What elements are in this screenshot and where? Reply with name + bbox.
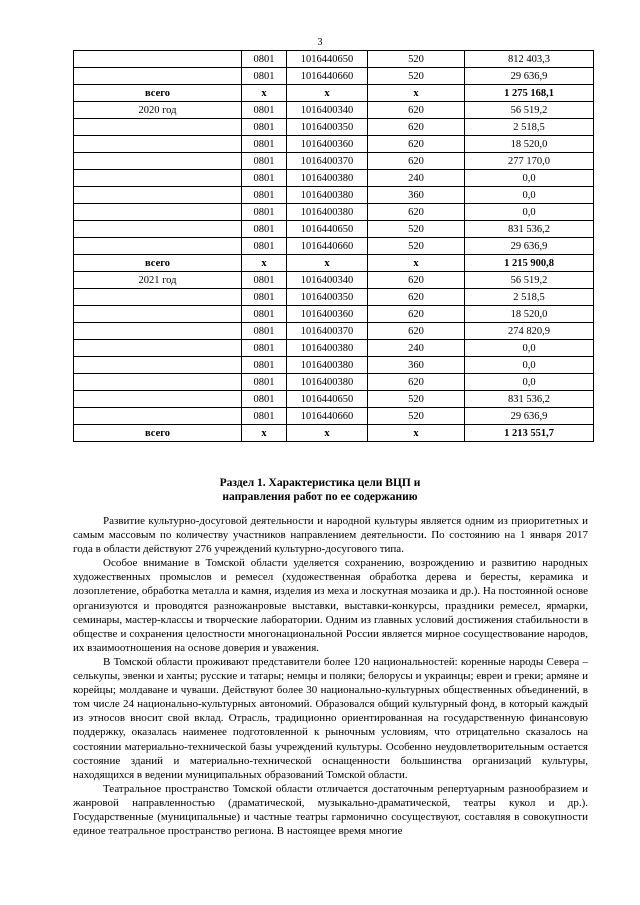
program-code-cell: 1016400370 xyxy=(287,323,368,340)
expense-type-cell: 520 xyxy=(368,51,465,68)
program-code-cell: х xyxy=(287,255,368,272)
year-cell xyxy=(74,306,242,323)
program-code-cell: х xyxy=(287,85,368,102)
table-row xyxy=(74,306,594,323)
paragraph: В Томской области проживают представители более 120 национальностей: коренные народы Севера – селькупы, эвенки и ханты; русские и татары; немцы и поляки; белорусы и украинцы; евреи и греки; армяне и корейцы; молдаване и чуваши. Действуют более 30 национально-культурных общественных объединений, в том числе 24 национально-культурных автономий. Образовался общий культурный фонд, в который каждый из этносов вносит свой вклад. Отрасль, традиционно ориентированная на государственную финансовую поддержку, оказалась наименее подготовленной к рыночным условиям, что отрицательно сказалось на состоянии материально-технической базы учреждений культуры. Особенно неудовлетворительным остается состояние зданий и материально-технической оснащенности большинства организаций культуры, находящихся в ведении муниципальных образований Томской области. xyxy=(73,655,588,781)
table-row xyxy=(74,357,594,374)
expense-type-cell: 520 xyxy=(368,68,465,85)
expense-type-cell: 520 xyxy=(368,238,465,255)
amount-cell: 0,0 xyxy=(465,204,594,221)
budget-table-body xyxy=(74,51,594,442)
amount-cell: 2 518,5 xyxy=(465,119,594,136)
year-cell xyxy=(74,68,242,85)
program-code-cell: 1016400360 xyxy=(287,136,368,153)
expense-type-cell: 520 xyxy=(368,221,465,238)
amount-cell: 29 636,9 xyxy=(465,238,594,255)
year-cell xyxy=(74,51,242,68)
expense-type-cell: 240 xyxy=(368,170,465,187)
program-code-cell: 1016440660 xyxy=(287,408,368,425)
expense-type-cell: 620 xyxy=(368,289,465,306)
section-code-cell: 0801 xyxy=(242,102,287,119)
section-code-cell: 0801 xyxy=(242,136,287,153)
program-code-cell: х xyxy=(287,425,368,442)
amount-cell: 1 215 900,8 xyxy=(465,255,594,272)
year-cell xyxy=(74,153,242,170)
expense-type-cell: 620 xyxy=(368,306,465,323)
expense-type-cell: 620 xyxy=(368,204,465,221)
expense-type-cell: 620 xyxy=(368,153,465,170)
section-body xyxy=(73,514,588,838)
section-code-cell: 0801 xyxy=(242,51,287,68)
year-cell xyxy=(74,408,242,425)
table-row xyxy=(74,323,594,340)
amount-cell: 1 213 551,7 xyxy=(465,425,594,442)
year-cell xyxy=(74,357,242,374)
year-cell xyxy=(74,136,242,153)
section-code-cell: 0801 xyxy=(242,408,287,425)
amount-cell: 274 820,9 xyxy=(465,323,594,340)
year-cell xyxy=(74,238,242,255)
table-row xyxy=(74,136,594,153)
page-number: 3 xyxy=(317,37,323,48)
expense-type-cell: 620 xyxy=(368,119,465,136)
amount-cell: 0,0 xyxy=(465,187,594,204)
section-code-cell: 0801 xyxy=(242,68,287,85)
year-cell xyxy=(74,170,242,187)
table-row xyxy=(74,238,594,255)
program-code-cell: 1016400340 xyxy=(287,272,368,289)
section-code-cell: 0801 xyxy=(242,323,287,340)
program-code-cell: 1016400370 xyxy=(287,153,368,170)
year-cell xyxy=(74,340,242,357)
expense-type-cell: 620 xyxy=(368,102,465,119)
year-cell: всего xyxy=(74,85,242,102)
table-total-row xyxy=(74,85,594,102)
section-code-cell: 0801 xyxy=(242,204,287,221)
amount-cell: 2 518,5 xyxy=(465,289,594,306)
expense-type-cell: х xyxy=(368,255,465,272)
amount-cell: 812 403,3 xyxy=(465,51,594,68)
expense-type-cell: 620 xyxy=(368,272,465,289)
amount-cell: 0,0 xyxy=(465,340,594,357)
amount-cell: 1 275 168,1 xyxy=(465,85,594,102)
table-row xyxy=(74,204,594,221)
expense-type-cell: 620 xyxy=(368,323,465,340)
year-cell: всего xyxy=(74,425,242,442)
section-title-line-2: направления работ по ее содержанию xyxy=(222,491,418,503)
year-cell xyxy=(74,204,242,221)
amount-cell: 18 520,0 xyxy=(465,136,594,153)
table-row xyxy=(74,119,594,136)
program-code-cell: 1016440660 xyxy=(287,238,368,255)
amount-cell: 29 636,9 xyxy=(465,408,594,425)
program-code-cell: 1016400380 xyxy=(287,187,368,204)
section-code-cell: 0801 xyxy=(242,272,287,289)
table-row xyxy=(74,170,594,187)
amount-cell: 0,0 xyxy=(465,374,594,391)
amount-cell: 29 636,9 xyxy=(465,68,594,85)
table-row xyxy=(74,272,594,289)
table-row xyxy=(74,102,594,119)
budget-table xyxy=(73,50,594,442)
program-code-cell: 1016400380 xyxy=(287,170,368,187)
expense-type-cell: 360 xyxy=(368,357,465,374)
table-row xyxy=(74,51,594,68)
amount-cell: 831 536,2 xyxy=(465,391,594,408)
paragraph: Особое внимание в Томской области уделяется сохранению, возрождению и развитию народных художественных промыслов и ремесел (художественная обработка дерева и бересты, керамика и лозоплетение, обработка металла и камня, изделия из меха и лоскутная мозаика и др.). На постоянной основе организуются и проводятся разножанровые выставки, выставки-конкурсы, праздники ремесел, ярмарки, семинары, мастер-классы и творческие лаборатории. Одним из главных условий достижения стабильности в обществе и сохранения целостности многонациональной России является мирное сосуществование народов, их взаимоотношения на основе доверия и уважения. xyxy=(73,557,588,654)
program-code-cell: 1016400350 xyxy=(287,119,368,136)
section-code-cell: 0801 xyxy=(242,306,287,323)
program-code-cell: 1016440650 xyxy=(287,51,368,68)
section-code-cell: 0801 xyxy=(242,289,287,306)
amount-cell: 18 520,0 xyxy=(465,306,594,323)
table-row xyxy=(74,153,594,170)
year-cell xyxy=(74,374,242,391)
program-code-cell: 1016400350 xyxy=(287,289,368,306)
table-row xyxy=(74,374,594,391)
table-row xyxy=(74,391,594,408)
table-row xyxy=(74,187,594,204)
year-cell xyxy=(74,391,242,408)
program-code-cell: 1016400360 xyxy=(287,306,368,323)
table-row xyxy=(74,289,594,306)
amount-cell: 277 170,0 xyxy=(465,153,594,170)
program-code-cell: 1016400380 xyxy=(287,357,368,374)
expense-type-cell: 520 xyxy=(368,391,465,408)
section-code-cell: 0801 xyxy=(242,340,287,357)
section-code-cell: 0801 xyxy=(242,238,287,255)
section-code-cell: 0801 xyxy=(242,221,287,238)
expense-type-cell: 620 xyxy=(368,374,465,391)
year-cell xyxy=(74,289,242,306)
expense-type-cell: 520 xyxy=(368,408,465,425)
amount-cell: 0,0 xyxy=(465,170,594,187)
year-cell: 2021 год xyxy=(74,272,242,289)
amount-cell: 0,0 xyxy=(465,357,594,374)
table-row xyxy=(74,340,594,357)
program-code-cell: 1016440650 xyxy=(287,391,368,408)
section-code-cell: х xyxy=(242,425,287,442)
table-total-row xyxy=(74,255,594,272)
year-cell xyxy=(74,187,242,204)
expense-type-cell: 240 xyxy=(368,340,465,357)
section-code-cell: 0801 xyxy=(242,170,287,187)
year-cell xyxy=(74,323,242,340)
amount-cell: 56 519,2 xyxy=(465,102,594,119)
section-code-cell: 0801 xyxy=(242,187,287,204)
amount-cell: 56 519,2 xyxy=(465,272,594,289)
amount-cell: 831 536,2 xyxy=(465,221,594,238)
table-row xyxy=(74,68,594,85)
program-code-cell: 1016440650 xyxy=(287,221,368,238)
paragraph: Театральное пространство Томской области отличается достаточным репертуарным разнообразием и жанровой направленностью (драматической, музыкально-драматической, театры кукол и др.). Государственные (муниципальные) и частные театры гармонично сосуществуют, составляя в совокупности единое театральное пространство региона. В настоящее время многие xyxy=(73,782,588,838)
expense-type-cell: 620 xyxy=(368,136,465,153)
year-cell xyxy=(74,119,242,136)
section-title xyxy=(0,476,640,504)
table-row xyxy=(74,408,594,425)
section-code-cell: 0801 xyxy=(242,153,287,170)
expense-type-cell: 360 xyxy=(368,187,465,204)
section-code-cell: х xyxy=(242,85,287,102)
expense-type-cell: х xyxy=(368,85,465,102)
paragraph: Развитие культурно-досуговой деятельности и народной культуры является одним из приоритетных и самым массовым по количеству участников направлением деятельности. По состоянию на 1 января 2017 года в области действуют 276 учреждений культурно-досугового типа. xyxy=(73,515,588,556)
table-total-row xyxy=(74,425,594,442)
expense-type-cell: х xyxy=(368,425,465,442)
section-code-cell: х xyxy=(242,255,287,272)
section-title-line-1: Раздел 1. Характеристика цели ВЦП и xyxy=(219,477,421,489)
section-code-cell: 0801 xyxy=(242,391,287,408)
section-code-cell: 0801 xyxy=(242,374,287,391)
program-code-cell: 1016440660 xyxy=(287,68,368,85)
program-code-cell: 1016400380 xyxy=(287,204,368,221)
year-cell: всего xyxy=(74,255,242,272)
program-code-cell: 1016400340 xyxy=(287,102,368,119)
section-code-cell: 0801 xyxy=(242,119,287,136)
table-row xyxy=(74,221,594,238)
program-code-cell: 1016400380 xyxy=(287,374,368,391)
year-cell xyxy=(74,221,242,238)
program-code-cell: 1016400380 xyxy=(287,340,368,357)
section-code-cell: 0801 xyxy=(242,357,287,374)
year-cell: 2020 год xyxy=(74,102,242,119)
